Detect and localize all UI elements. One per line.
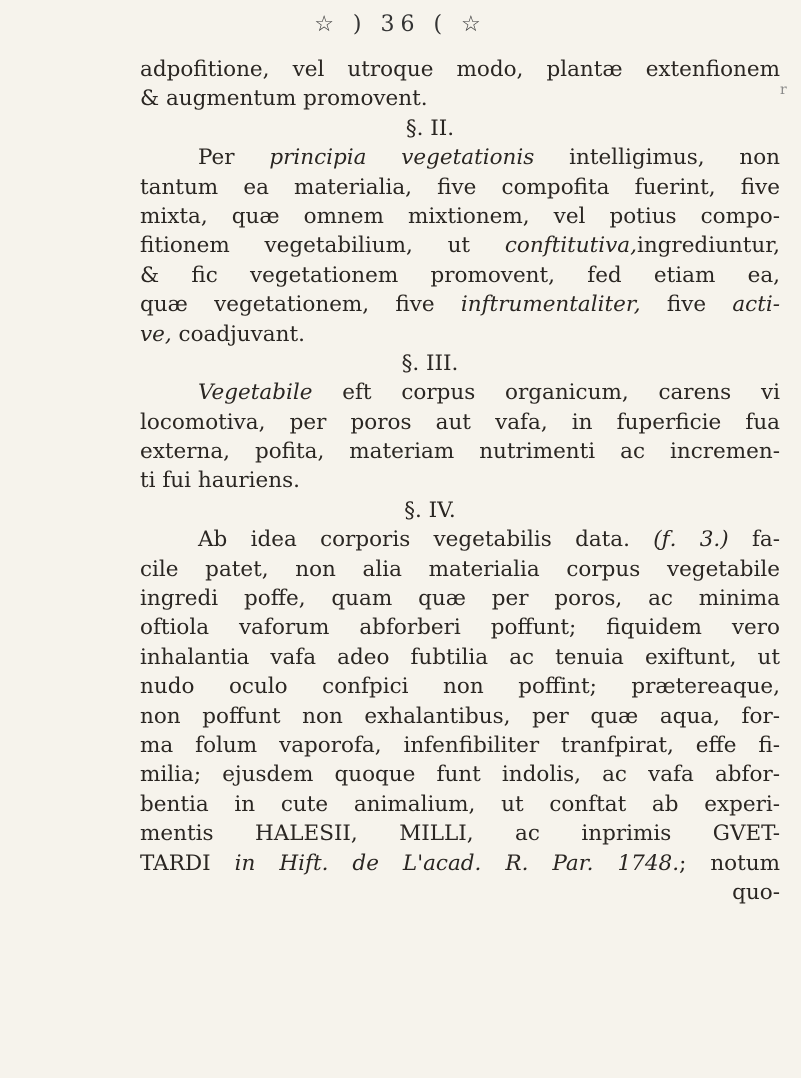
text-line: inhalantia vafa adeo fubtilia ac tenuia exiftunt, ut [140,644,780,670]
text-line [140,525,780,554]
text-line: & fic vegetationem promovent, fed etiam ea, [140,262,780,288]
text-span: Ab idea corporis vegetabilis data. [198,527,654,553]
italic-text: conftitutiva, [504,233,637,259]
text-span: coadjuvant. [171,321,305,347]
text-line: ti fui hauriens. [140,468,300,494]
margin-mark: r [780,82,787,98]
section-heading: §. IV. [404,497,456,523]
text-line: adpofitione, vel utroque modo, plantæ extenfionem [140,57,780,82]
text-span: fitionem vegetabilium, ut [140,233,505,259]
italic-text: (ƒ. 3.) [653,527,729,553]
text-span: eft corpus organicum, carens vi [312,380,780,406]
section-heading: §. II. [405,115,455,141]
text-line: non poffunt non exhalantibus, per quæ aqua, for- [140,703,780,729]
text-line: mixta, quæ omnem mixtionem, vel potius compo- [140,203,780,229]
text-span: fa- [728,527,780,553]
text-line [140,378,780,407]
body-text [140,55,780,907]
text-span: TARDI [140,850,235,876]
text-line: mentis HALESII, MILLI, ac inprimis GVET- [140,821,780,847]
text-line: externa, pofita, materiam nutrimenti ac incremen- [140,439,780,465]
text-span: ingrediuntur, [636,233,780,259]
italic-text: in Hift. de L'acad. R. Par. 1748. [234,850,680,876]
text-span: ; notum [679,850,780,876]
text-span: intelligimus, non [534,145,780,171]
text-line: milia; ejusdem quoque funt indolis, ac vafa abfor- [140,762,780,788]
text-span: five [640,292,733,318]
text-span: Per [198,145,270,171]
text-line: locomotiva, per poros aut vafa, in fuperficie fua [140,409,780,435]
text-line: quo- [732,879,780,905]
text-line: & augmentum promovent. [140,86,428,112]
text-line: bentia in cute animalium, ut conftat ab experi- [140,791,780,817]
text-line [140,231,780,260]
text-line: oftiola vaforum abforberi poffunt; fiquidem vero [140,615,780,641]
text-line: ingredi poffe, quam quæ per poros, ac minima [140,586,780,612]
text-line: tantum ea materialia, five compofita fuerint, five [140,174,780,200]
text-line [140,320,780,349]
text-line: cile patet, non alia materialia corpus vegetabile [140,556,780,582]
page-header: ☆ ) 36 ( ☆ [314,12,487,37]
text-span: quæ vegetationem, five [140,292,461,318]
section-heading: §. III. [401,350,459,376]
italic-text: acti- [732,292,780,318]
italic-text: inftrumentaliter, [460,292,641,318]
italic-text: Vegetabile [198,380,313,406]
text-line [140,849,780,878]
text-line: ma folum vaporofa, infenfibiliter tranfpirat, effe fi- [140,732,780,758]
italic-text: ve, [140,321,172,347]
text-line [140,143,780,172]
text-line: nudo oculo confpici non poffint; prætereaque, [140,674,780,700]
italic-text: principia vegetationis [269,145,535,171]
text-line [140,290,780,319]
